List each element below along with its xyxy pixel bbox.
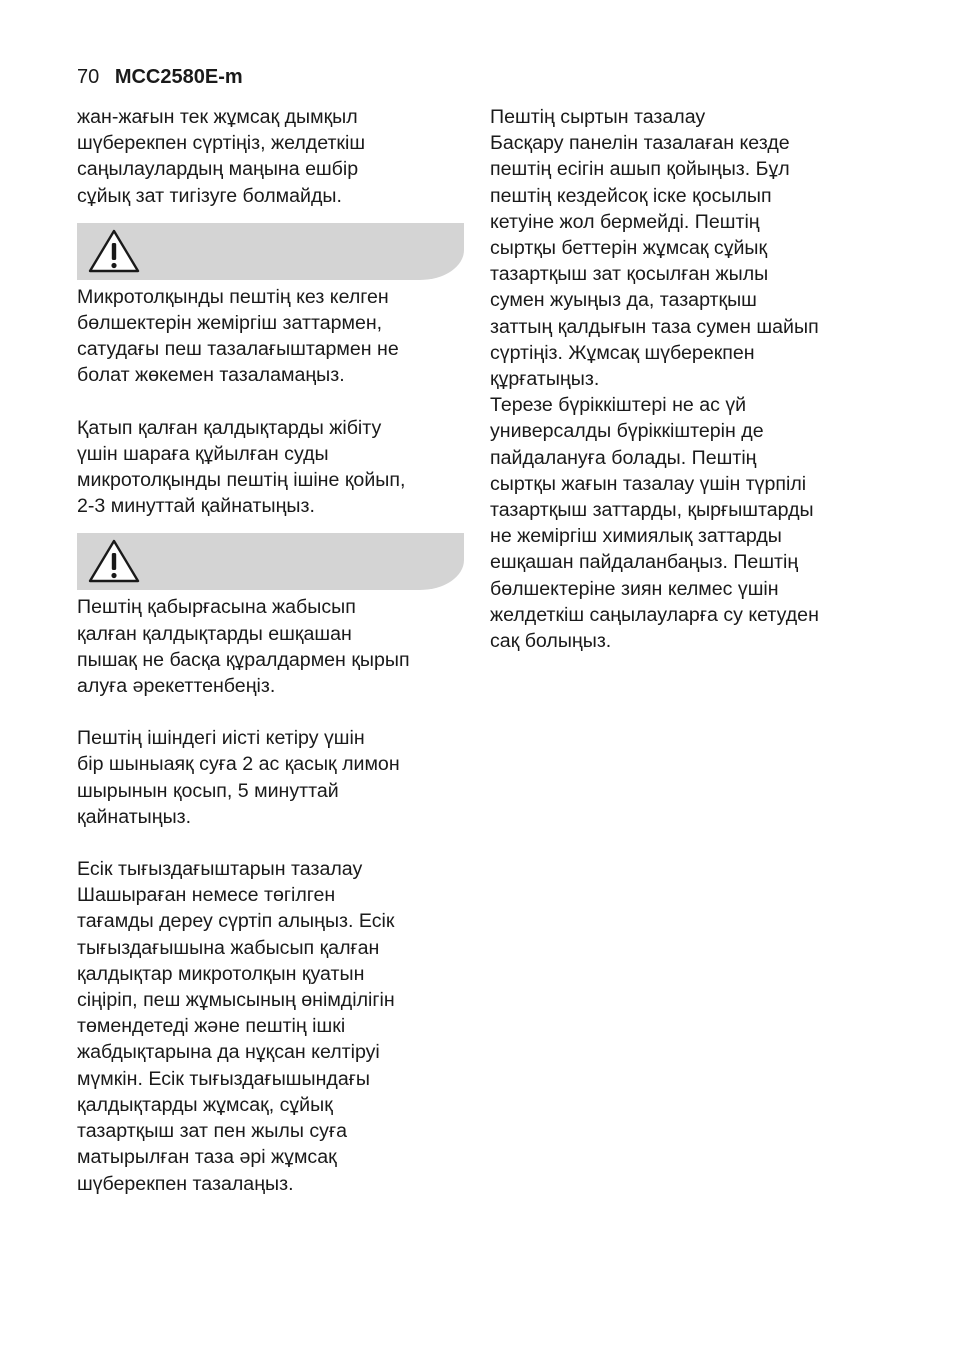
paragraph-wipe-sides: жан-жағын тек жұмсақ дымқыл шүберекпен сүртіңіз, желдеткіш саңылаулардың маңына ешбір сұйық зат тигізуге болмайды. bbox=[77, 106, 366, 207]
paragraph-door-seals: Шашыраған немесе төгілген тағамды дереу сүртіп алыңыз. Есік тығыздағышына жабысып қалған қалдықтар микротолқын қуатын сіңіріп, пеш жұмысының өнімділігін төмендетеді және пештің ішкі жабдықтарына да нұқсан келтіруі мүмкін. Есік тығыздағышындағы қалдықтарды жұмсақ, сұйық тазартқыш зат пен жылы суға матырылған таза әрі жұмсақ шүберекпен тазалаңыз. bbox=[77, 884, 395, 1195]
left-column bbox=[77, 104, 472, 1197]
warning-triangle-icon bbox=[87, 538, 141, 584]
warning-triangle-icon bbox=[87, 228, 141, 274]
paragraph-no-scraping: Пештің қабырғасына жабысып қалған қалдықтарды ешқашан пышақ не басқа құралдармен қырып алуға әрекеттенбеңіз. bbox=[77, 596, 410, 698]
warning-banner bbox=[77, 223, 464, 280]
page-number: 70 bbox=[77, 66, 100, 88]
right-column bbox=[490, 104, 900, 654]
section-heading-door-seals: Есік тығыздағыштарын тазалау bbox=[77, 858, 363, 881]
paragraph-no-abrasives: Микротолқынды пештің кез келген бөлшектерін жемiргiш заттармен, сатудағы пеш тазалағыштармен не болат жөкемен тазаламаңыз. bbox=[77, 285, 399, 387]
paragraph-soften-residue: Қатып қалған қалдықтарды жібіту үшін шараға құйылған суды микротолқынды пештің ішіне қойып, 2-3 минуттай қайнатыңыз. bbox=[77, 416, 406, 518]
section-heading-exterior: Пештің сыртын тазалау bbox=[490, 106, 706, 128]
page-header bbox=[77, 64, 243, 90]
warning-banner bbox=[77, 533, 464, 590]
paragraph-remove-odor: Пештің ішіндегі иісті кетіру үшін бір шыныаяқ суға 2 ас қасық лимон шырынын қосып, 5 минуттай қайнатыңыз. bbox=[77, 727, 400, 828]
model-name: MCC2580E-m bbox=[114, 66, 243, 88]
paragraph-sprays: Терезе бүріккіштері не ас үй универсалды бүріккіштерін де пайдалануға болады. Пештің сыртқы жағын тазалау үшін түрпілі тазартқыш заттарды, қырғыштарды не жемiргiш химиялық заттарды ешқашан пайдаланбаңыз. Пештің бөлшектеріне зиян келмес үшін желдеткіш саңылауларға су кетуден сақ болыңыз. bbox=[490, 394, 819, 653]
paragraph-exterior-cleaning: Басқару панелін тазалаған кезде пештің есігін ашып қойыңыз. Бұл пештің кездейсоқ іске қосылып кетуіне жол бермейді. Пештің сыртқы беттерін жұмсақ сұйық тазартқыш зат қосылған жылы сумен жуыңыз да, тазартқыш заттың қалдығын таза сумен шайып сүртіңіз. Жұмсақ шүберекпен құрғатыңыз. bbox=[490, 132, 819, 391]
